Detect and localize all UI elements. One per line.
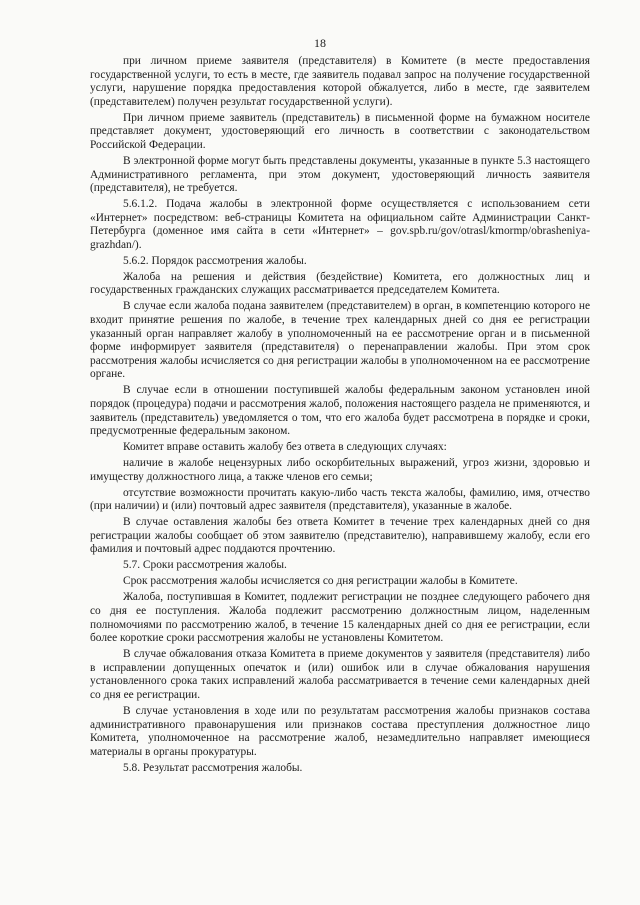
paragraph: В случае если в отношении поступившей жалобы федеральным законом установлен иной порядок (процедура) подачи и рассмотрения жалоб, положения настоящего раздела не применяются, и заявитель (представитель) уведомляется о том, что его жалоба будет рассмотрена в порядке и сроки, предусмотренные федеральным законом. — [90, 384, 590, 438]
paragraph: 5.6.2. Порядок рассмотрения жалобы. — [123, 254, 307, 267]
paragraph: В случае обжалования отказа Комитета в приеме документов у заявителя (представителя) либо в исправлении допущенных опечаток и (или) ошибок или в случае обжалования нарушения установленного срока таких исправлений жалоба рассматривается в течение семи календарных дней со дня ее регистрации. — [90, 648, 590, 701]
paragraph: отсутствие возможности прочитать какую-либо часть текста жалобы, фамилию, имя, отчество (при наличии) и (или) почтовый адрес заявителя (представителя), указанные в жалобе. — [90, 486, 590, 513]
paragraph: Комитет вправе оставить жалобу без ответа в следующих случаях: — [123, 441, 447, 454]
paragraph: В случае установления в ходе или по результатам рассмотрения жалобы признаков состава административного правонарушения или признаков состава преступления должностное лицо Комитета, уполномоченное на рассмотрение жалоб, незамедлительно направляет имеющиеся материалы в органы прокуратуры. — [90, 704, 590, 758]
paragraph: Жалоба на решения и действия (бездействие) Комитета, его должностных лиц и государственных гражданских служащих рассматривается председателем Комитета. — [90, 270, 590, 297]
paragraph: В случае оставления жалобы без ответа Комитет в течение трех календарных дней со дня регистрации жалобы сообщает об этом заявителю (представителю), направившему жалобу, если его фамилия и почтовый адрес поддаются прочтению. — [90, 516, 590, 556]
paragraph: Срок рассмотрения жалобы исчисляется со дня регистрации жалобы в Комитете. — [123, 575, 518, 588]
paragraph: При личном приеме заявитель (представитель) в письменной форме на бумажном носителе представляет документ, удостоверяющий его личность в соответствии с законодательством Российской Федерации. — [90, 111, 590, 151]
paragraph: 5.6.1.2. Подача жалобы в электронной форме осуществляется с использованием сети «Интернет» посредством: веб-страницы Комитета на официальном сайте Администрации Санкт-Петербурга (доменное имя сайта в сети «Интернет» – gov.spb.ru/gov/otrasl/kmormp/obrasheniya-grazhdan/). — [90, 198, 590, 251]
body-text — [90, 55, 590, 778]
paragraph: В электронной форме могут быть представлены документы, указанные в пункте 5.3 настоящего Административного регламента, при этом документ, удостоверяющий личность заявителя (представителя), не требуется. — [90, 154, 590, 195]
page-number: 18 — [314, 36, 326, 50]
paragraph: 5.7. Сроки рассмотрения жалобы. — [123, 559, 287, 572]
paragraph: В случае если жалоба подана заявителем (представителем) в орган, в компетенцию которого не входит принятие решения по жалобе, в течение трех календарных дней со дня ее регистрации указанный орган направляет жалобу в уполномоченный на ее рассмотрение орган и в письменной форме информирует заявителя (представителя) о перенаправлении жалобы. При этом срок рассмотрения жалобы исчисляется со дня регистрации жалобы в уполномоченном на ее рассмотрение органе. — [90, 300, 590, 381]
paragraph: Жалоба, поступившая в Комитет, подлежит регистрации не позднее следующего рабочего дня со дня ее поступления. Жалоба подлежит рассмотрению должностным лицом, наделенным полномочиями по рассмотрению жалоб, в течение 15 календарных дней со дня ее регистрации, если более короткие сроки рассмотрения жалобы не установлены Комитетом. — [90, 591, 590, 645]
paragraph: при личном приеме заявителя (представителя) в Комитете (в месте предоставления государственной услуги, то есть в месте, где заявитель подавал запрос на получение государственной услуги, нарушение порядка предоставления которой обжалуется, либо в месте, где заявителем (представителем) получен результат государственной услуги). — [90, 55, 590, 108]
paragraph: наличие в жалобе нецензурных либо оскорбительных выражений, угроз жизни, здоровью и имуществу должностного лица, а также членов его семьи; — [90, 457, 590, 483]
paragraph: 5.8. Результат рассмотрения жалобы. — [123, 761, 303, 774]
